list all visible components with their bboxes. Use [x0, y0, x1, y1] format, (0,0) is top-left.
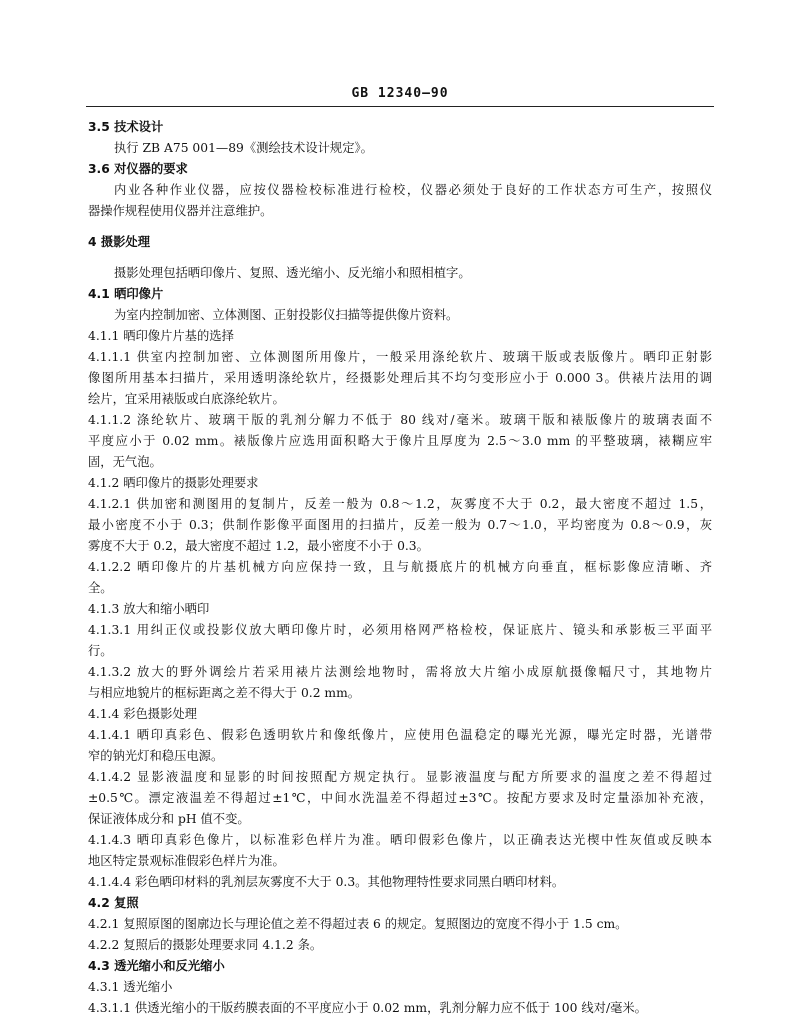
section-heading: 3.5 技术设计 — [88, 120, 164, 134]
text-line: 4.1.4.2 显影液温度和显影的时间按照配方规定执行。显影液温度与配方所要求的温度之差不得超过 — [88, 770, 712, 784]
text-line: 4.1.2 晒印像片的摄影处理要求 — [88, 476, 259, 490]
text-line: 摄影处理包括晒印像片、复照、透光缩小、反光缩小和照相植字。 — [114, 266, 471, 280]
text-line: 4.2.2 复照后的摄影处理要求同 4.1.2 条。 — [88, 938, 323, 952]
text-line: 4.1.2.2 晒印像片的片基机械方向应保持一致，且与航摄底片的机械方向垂直，框标影像应清晰、齐 — [88, 560, 712, 574]
text-line: 4.1.4.3 晒印真彩色像片，以标准彩色样片为准。晒印假彩色像片，以正确表达光楔中性灰值或反映本 — [88, 833, 712, 847]
document-body — [88, 117, 712, 1019]
text-line: 像图所用基本扫描片，采用透明涤纶软片，经摄影处理后其不均匀变形应小于 0.000 3。供裱片法用的调 — [88, 371, 712, 385]
text-line: 4.1.3.2 放大的野外调绘片若采用裱片法测绘地物时，需将放大片缩小成原航摄像幅尺寸，其地物片 — [88, 665, 712, 679]
text-line: 保证液体成分和 pH 值不变。 — [88, 812, 250, 826]
text-line: 4.1.3 放大和缩小晒印 — [88, 602, 210, 616]
text-line: 4.1.1.1 供室内控制加密、立体测图所用像片，一般采用涤纶软片、玻璃干版或表版像片。晒印正射影 — [88, 350, 712, 364]
text-line: 执行 ZB A75 001—89《测绘技术设计规定》。 — [114, 141, 373, 155]
text-line: 4.2.1 复照原图的图廓边长与理论值之差不得超过表 6 的规定。复照图边的宽度不得小于 1.5 cm。 — [88, 917, 628, 931]
text-line: 雾度不大于 0.2，最大密度不超过 1.2，最小密度不小于 0.3。 — [88, 539, 429, 553]
text-line: 最小密度不小于 0.3；供制作影像平面图用的扫描片，反差一般为 0.7～1.0，平均密度为 0.8～0.9，灰 — [88, 518, 712, 532]
text-line: 4.1.3.1 用纠正仪或投影仪放大晒印像片时，必须用格网严格检校，保证底片、镜头和承影板三平面平 — [88, 623, 712, 637]
text-line: 窄的钠光灯和稳压电源。 — [88, 749, 224, 763]
section-heading: 4.3 透光缩小和反光缩小 — [88, 959, 225, 973]
text-line: 器操作规程使用仪器并注意维护。 — [88, 204, 273, 218]
text-line: 行。 — [88, 644, 113, 658]
page-header: GB 12340—90 — [351, 86, 449, 101]
text-line: 4.1.4.1 晒印真彩色、假彩色透明软片和像纸像片，应使用色温稳定的曝光光源，曝光定时器，光谱带 — [88, 728, 712, 742]
text-line: 4.1.4 彩色摄影处理 — [88, 707, 197, 721]
text-line: 4.1.1 晒印像片片基的选择 — [88, 329, 234, 343]
paragraph-gap — [88, 222, 712, 232]
text-line: 全。 — [88, 581, 113, 595]
paragraph-gap — [88, 253, 712, 263]
text-line: 4.1.1.2 涤纶软片、玻璃干版的乳剂分解力不低于 80 线对/毫米。玻璃干版和裱版像片的玻璃表面不 — [88, 413, 712, 427]
section-heading: 3.6 对仪器的要求 — [88, 162, 188, 176]
text-line: 为室内控制加密、立体测图、正射投影仪扫描等提供像片资料。 — [114, 308, 459, 322]
section-heading: 4.1 晒印像片 — [88, 287, 164, 301]
text-line: 内业各种作业仪器，应按仪器检校标准进行检校，仪器必须处于良好的工作状态方可生产，按照仪 — [114, 183, 712, 197]
header-rule — [86, 106, 714, 107]
text-line: ±0.5℃。漂定液温差不得超过±1℃，中间水洗温差不得超过±3℃。按配方要求及时定量添加补充液， — [88, 791, 712, 805]
text-line: 固，无气泡。 — [88, 455, 162, 469]
text-line: 4.3.1.1 供透光缩小的干版药膜表面的不平度应小于 0.02 mm，乳剂分解力应不低于 100 线对/毫米。 — [88, 1001, 647, 1015]
text-line: 绘片，宜采用裱版或白底涤纶软片。 — [88, 392, 285, 406]
text-line: 4.1.2.1 供加密和测图用的复制片，反差一般为 0.8～1.2，灰雾度不大于 0.2，最大密度不超过 1.5， — [88, 497, 712, 511]
text-line: 4.1.4.4 彩色晒印材料的乳剂层灰雾度不大于 0.3。其他物理特性要求同黑白晒印材料。 — [88, 875, 565, 889]
text-line: 4.3.1 透光缩小 — [88, 980, 173, 994]
section-heading: 4 摄影处理 — [88, 235, 151, 249]
section-heading: 4.2 复照 — [88, 896, 139, 910]
text-line: 与相应地貌片的框标距离之差不得大于 0.2 mm。 — [88, 686, 361, 700]
text-line: 地区特定景观标准假彩色样片为准。 — [88, 854, 285, 868]
text-line: 平度应小于 0.02 mm。裱版像片应选用面积略大于像片且厚度为 2.5～3.0 mm 的平整玻璃，裱糊应牢 — [88, 434, 712, 448]
